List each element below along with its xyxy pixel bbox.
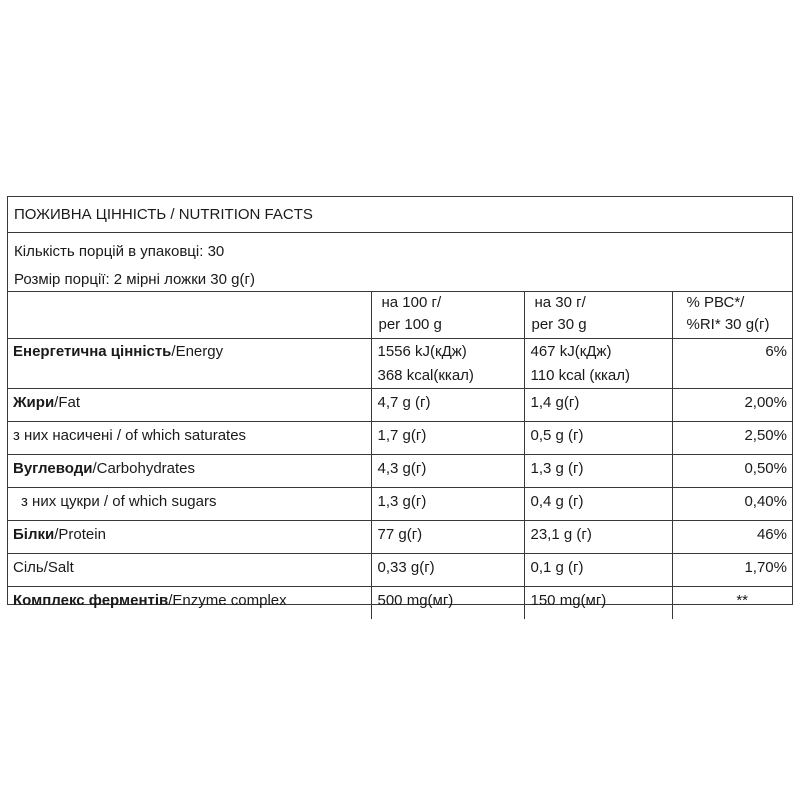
value-per-30g: 23,1 g (г) [524, 521, 672, 554]
nutrient-name: Білки/Protein [7, 521, 371, 554]
header-per-100g-line1: на 100 г/ [381, 294, 442, 311]
value-ri: 2,50% [672, 422, 793, 455]
nutrient-name: з них цукри / of which sugars [7, 488, 371, 521]
value-per-30g: 150 mg(мг) [524, 587, 672, 620]
value-ri: ** [672, 587, 793, 620]
table-row [7, 455, 793, 488]
serving-size: Розмір порції: 2 мірні ложки 30 g(г) [14, 271, 255, 288]
table-row [7, 389, 793, 422]
table-row [7, 488, 793, 521]
header-per-30g-line1: на 30 г/ [534, 294, 586, 311]
value-per-30g: 1,4 g(г) [524, 389, 672, 422]
value-per-30g: 1,3 g (г) [524, 455, 672, 488]
table-row [7, 521, 793, 554]
value-per-100g: 4,7 g (г) [371, 389, 524, 422]
value-ri: 6% [672, 339, 793, 389]
value-per-100g: 0,33 g(г) [371, 554, 524, 587]
table-row [7, 587, 793, 620]
nutrition-facts-panel [7, 196, 793, 609]
value-per-100g: 4,3 g(г) [371, 455, 524, 488]
header-per-100g-line2: per 100 g [378, 316, 442, 333]
nutrient-name: Вуглеводи/Carbohydrates [7, 455, 371, 488]
header-per-30g-line2: per 30 g [531, 316, 587, 333]
header-per-100g [371, 292, 524, 339]
header-ri-line2: %RI* 30 g(г) [686, 316, 770, 333]
table-row [7, 339, 793, 389]
nutrient-name: Енергетична цінність/Energy [7, 339, 371, 389]
value-per-100g: 1,3 g(г) [371, 488, 524, 521]
value-ri: 0,40% [672, 488, 793, 521]
value-per-30g: 0,4 g (г) [524, 488, 672, 521]
nutrient-name: Жири/Fat [7, 389, 371, 422]
header-per-30g [524, 292, 672, 339]
value-per-30g: 0,5 g (г) [524, 422, 672, 455]
table-row [7, 422, 793, 455]
nutrient-name: Комплекс ферментів/Enzyme complex [7, 587, 371, 620]
table-header-row [7, 292, 793, 339]
nutrient-name: Сіль/Salt [7, 554, 371, 587]
panel-title: ПОЖИВНА ЦІННІСТЬ / NUTRITION FACTS [8, 197, 792, 233]
value-per-100g: 1,7 g(г) [371, 422, 524, 455]
value-per-30g: 467 kJ(кДж) 110 kcal (ккал) [524, 339, 672, 389]
value-per-100g: 1556 kJ(кДж) 368 kcal(ккал) [371, 339, 524, 389]
nutrition-table [7, 291, 793, 619]
serving-info [8, 233, 792, 291]
value-ri: 2,00% [672, 389, 793, 422]
value-per-100g: 77 g(г) [371, 521, 524, 554]
header-ri [672, 292, 793, 339]
value-per-30g: 0,1 g (г) [524, 554, 672, 587]
value-per-100g: 500 mg(мг) [371, 587, 524, 620]
header-nutrient [7, 292, 371, 339]
value-ri: 1,70% [672, 554, 793, 587]
servings-per-pack: Кількість порцій в упаковці: 30 [14, 243, 225, 260]
value-ri: 46% [672, 521, 793, 554]
nutrient-name: з них насичені / of which saturates [7, 422, 371, 455]
value-ri: 0,50% [672, 455, 793, 488]
header-ri-line1: % РВС*/ [686, 294, 745, 311]
table-row [7, 554, 793, 587]
